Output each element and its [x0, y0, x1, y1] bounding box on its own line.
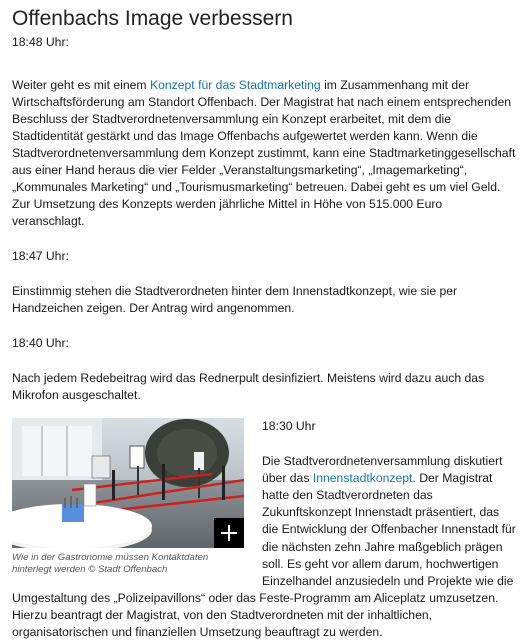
article-figure — [12, 418, 244, 576]
entry-text-1848-end: im Zusammenhang mit der Wirtschaftsförderung am Standort Offenbach. Der Magistrat hat nach einem entsprechenden Beschluss der Stadtverordnetenversammlung ein Konzept erarbeitet, mit dem die Stadtidentität gestärkt und das Image Offenbachs aufgewertet werden kann. Wenn die Stadtverordnetenversammlung dem Konzept zustimmt, kann eine Stadtmarketinggesellschaft aus einer Hand heraus die vier Felder „Veranstaltungsmarketing“, „Imagemarketing“, „Kommunales Marketing“ und „Tourismusmarketing“ betreuen. Dabei geht es um viel Geld. Zur Umsetzung des Konzepts werden jährliche Mittel in Höhe von 515.000 Euro veranschlagt. — [12, 78, 516, 228]
spacer — [12, 51, 516, 77]
photo-illustration — [12, 418, 244, 548]
entry-text-1848-start: Weiter geht es mit einem — [12, 78, 150, 92]
entry-text-1840: Nach jedem Redebeitrag wird das Rednerpult desinfiziert. Meistens wird dazu auch das Mikrofon ausgeschaltet. — [12, 371, 485, 402]
entry-time-1840: 18:40 Uhr: — [12, 336, 69, 350]
innenstadtkonzept-link[interactable]: Innenstadtkonzept — [312, 471, 413, 486]
spacer — [12, 404, 516, 418]
stadtmarketing-concept-link[interactable]: Konzept für das Stadtmarketing — [149, 78, 321, 92]
entry-text-1847: Einstimmig stehen die Stadtverordneten hinter dem Innenstadtkonzept, wie sie per Handzeichen zeigen. Der Antrag wird angenommen. — [12, 284, 458, 315]
spacer — [12, 352, 516, 370]
entry-text-1848 — [12, 77, 516, 230]
article-title: Offenbachs Image verbessern — [12, 7, 293, 30]
plus-icon — [220, 524, 238, 542]
entry-time-1847: 18:47 Uhr: — [12, 249, 69, 263]
figure-caption: Wie in der Gastronomie müssen Kontaktdaten hinterlegt werden © Stadt Offenbach — [12, 552, 209, 575]
spacer — [12, 265, 516, 283]
spacer — [12, 230, 516, 248]
entry-text-1830-end: . Der Magistrat hatte den Stadtverordneten das Zukunftskonzept Innenstadt präsentiert, das die Entwicklung der Offenbacher Innenstadt für die nächsten zehn Jahre maßgeblich prägen soll. Es geht vor allem darum, hochwertigen Einzelhandel anzusiedeln und Projekte wie die Umgestaltung des „Polizeipavillons“ oder das Feste-Programm am Aliceplatz umzusetzen. Hierzu beantragt der Magistrat, von den Stadtverordneten mit der inhaltlichen, organisatorischen und finanziellen Umsetzung beauftragt zu werden. — [12, 471, 516, 640]
article-photo[interactable] — [12, 418, 244, 548]
entry-time-1830: 18:30 Uhr — [262, 419, 316, 433]
expand-image-button[interactable] — [214, 518, 244, 548]
entry-1830 — [12, 418, 516, 641]
spacer — [12, 317, 516, 335]
entry-time-1848: 18:48 Uhr: — [12, 35, 69, 49]
entry-text-1830-start: Die Stadtverordnetenversammlung diskutiert über das — [262, 454, 503, 486]
